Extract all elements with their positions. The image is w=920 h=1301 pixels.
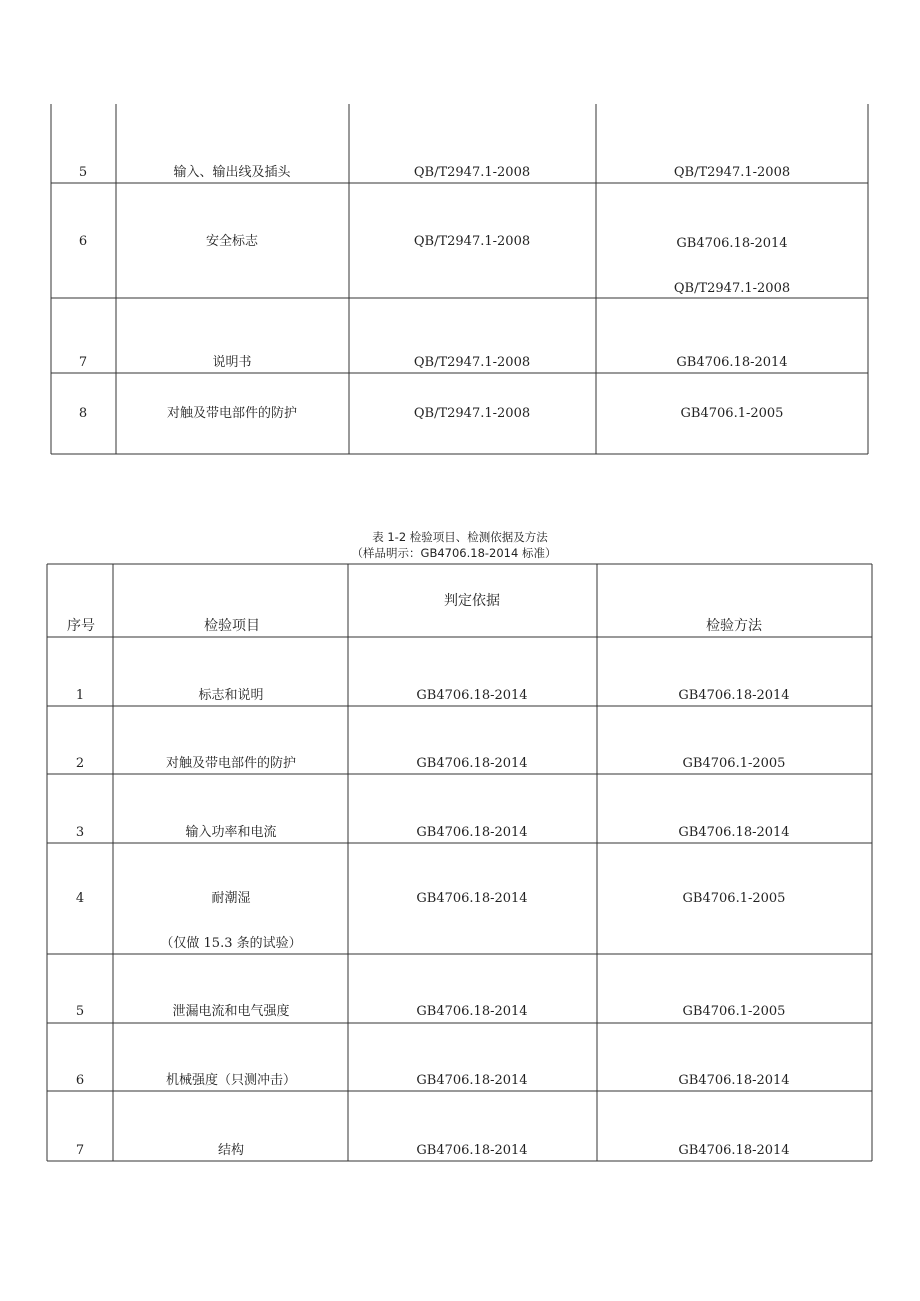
header-method: 检验方法 bbox=[706, 618, 762, 634]
inspection-item: 安全标志 bbox=[205, 234, 259, 249]
inspection-item: 输入、输出线及插头 bbox=[173, 165, 291, 180]
header-basis: 判定依据 bbox=[444, 593, 500, 609]
row-number: 5 bbox=[75, 1004, 85, 1019]
row-number: 4 bbox=[75, 891, 85, 906]
inspection-item: 说明书 bbox=[212, 355, 252, 370]
inspection-item: 机械强度（只测冲击） bbox=[165, 1073, 297, 1088]
judgement-basis: GB4706.18-2014 bbox=[416, 825, 528, 840]
inspection-item: 泄漏电流和电气强度 bbox=[172, 1004, 290, 1019]
table-caption: 表 1-2 检验项目、检测依据及方法 bbox=[372, 530, 548, 544]
row-number: 2 bbox=[75, 756, 85, 771]
judgement-basis: GB4706.18-2014 bbox=[416, 891, 528, 906]
test-method: GB4706.1-2005 bbox=[682, 891, 786, 906]
test-method: GB4706.18-2014 bbox=[676, 236, 788, 251]
test-method: GB4706.1-2005 bbox=[680, 406, 784, 421]
test-method: GB4706.1-2005 bbox=[682, 1004, 786, 1019]
inspection-item: 结构 bbox=[217, 1143, 245, 1158]
test-method: GB4706.18-2014 bbox=[678, 1143, 790, 1158]
inspection-item: 对触及带电部件的防护 bbox=[166, 406, 298, 421]
row-number: 5 bbox=[78, 165, 88, 180]
row-number: 3 bbox=[75, 825, 85, 840]
judgement-basis: QB/T2947.1-2008 bbox=[413, 234, 531, 249]
judgement-basis: QB/T2947.1-2008 bbox=[413, 406, 531, 421]
row-number: 6 bbox=[75, 1073, 85, 1088]
inspection-item: 耐潮湿 bbox=[211, 891, 251, 906]
judgement-basis: QB/T2947.1-2008 bbox=[413, 165, 531, 180]
inspection-item: 标志和说明 bbox=[198, 688, 264, 703]
row-number: 7 bbox=[75, 1143, 85, 1158]
judgement-basis: QB/T2947.1-2008 bbox=[413, 355, 531, 370]
table-subcaption: （样品明示：GB4706.18-2014 标准） bbox=[351, 546, 557, 560]
row-number: 8 bbox=[78, 406, 88, 421]
inspection-item-note: （仅做 15.3 条的试验） bbox=[160, 936, 302, 951]
row-number: 6 bbox=[78, 234, 88, 249]
header-number: 序号 bbox=[67, 618, 95, 634]
judgement-basis: GB4706.18-2014 bbox=[416, 756, 528, 771]
inspection-item: 输入功率和电流 bbox=[185, 825, 277, 840]
judgement-basis: GB4706.18-2014 bbox=[416, 688, 528, 703]
test-method-secondary: QB/T2947.1-2008 bbox=[673, 281, 791, 296]
row-number: 7 bbox=[78, 355, 88, 370]
judgement-basis: GB4706.18-2014 bbox=[416, 1004, 528, 1019]
test-method: QB/T2947.1-2008 bbox=[673, 165, 791, 180]
judgement-basis: GB4706.18-2014 bbox=[416, 1073, 528, 1088]
test-method: GB4706.18-2014 bbox=[678, 825, 790, 840]
judgement-basis: GB4706.18-2014 bbox=[416, 1143, 528, 1158]
inspection-item: 对触及带电部件的防护 bbox=[165, 756, 297, 771]
header-item: 检验项目 bbox=[204, 618, 260, 634]
test-method: GB4706.18-2014 bbox=[678, 1073, 790, 1088]
row-number: 1 bbox=[75, 688, 85, 703]
test-method: GB4706.18-2014 bbox=[676, 355, 788, 370]
test-method: GB4706.18-2014 bbox=[678, 688, 790, 703]
test-method: GB4706.1-2005 bbox=[682, 756, 786, 771]
